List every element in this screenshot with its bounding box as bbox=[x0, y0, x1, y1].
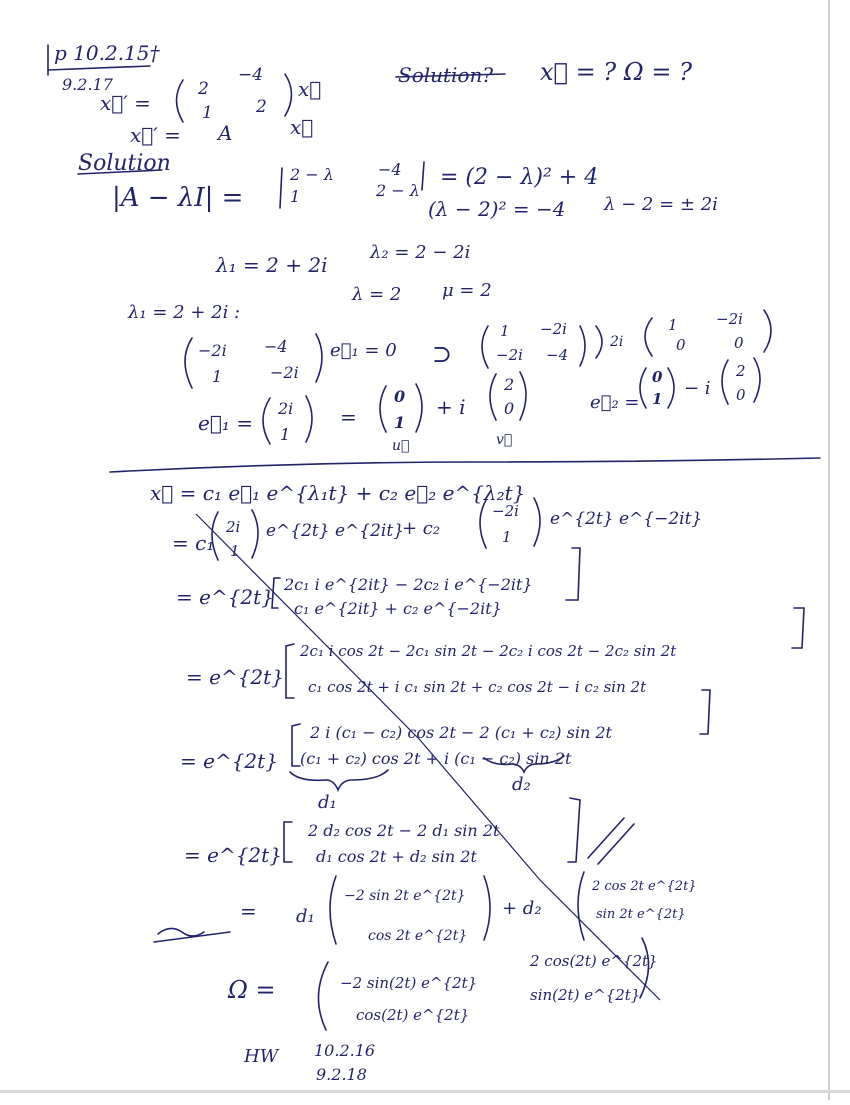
e2b-lparen bbox=[722, 360, 728, 404]
struck-omega-line bbox=[154, 932, 230, 942]
gen-l5-lbracket bbox=[292, 724, 300, 766]
char-eq2: λ − 2 = ± 2i bbox=[604, 194, 718, 215]
gen-l7-d2: + d₂ bbox=[502, 898, 542, 919]
gen-l2-v2-top: −2i bbox=[492, 502, 519, 520]
gen-l4-r1: 2c₁ i cos 2t − 2c₁ sin 2t − 2c₂ i cos 2t − 2c₂ sin 2t bbox=[300, 642, 677, 660]
gen-l5-r2: (c₁ + c₂) cos 2t + i (c₁ − c₂) sin 2t bbox=[300, 749, 572, 768]
gen-l6-r1: 2 d₂ cos 2t − 2 d₁ sin 2t bbox=[308, 821, 500, 840]
omega-r2c1: cos(2t) e^{2t} bbox=[356, 1006, 470, 1024]
gen-line1: x⃗ = c₁ e⃗₁ e^{λ₁t} + c₂ e⃗₂ e^{λ₂t} bbox=[150, 481, 526, 505]
e1-lparen bbox=[263, 398, 270, 444]
u-rparen bbox=[416, 384, 422, 432]
omega-r2c2: sin(2t) e^{2t} bbox=[530, 986, 641, 1004]
aug-m21: −2i bbox=[496, 346, 523, 364]
eigenvector-computation bbox=[185, 310, 771, 454]
det-a11: 2 − λ bbox=[290, 165, 334, 184]
v-rparen bbox=[520, 372, 526, 420]
gen-l2-v2-rparen bbox=[534, 498, 540, 546]
gen-l7-v1-lparen bbox=[330, 876, 336, 944]
eigenvalue-1-again: λ₁ = 2 + 2i : bbox=[128, 302, 241, 323]
gen-l2-e1: e^{2t} e^{2it} bbox=[266, 521, 405, 541]
matrix-left-paren bbox=[177, 80, 184, 122]
red-rparen bbox=[764, 310, 771, 352]
generic-a: A bbox=[218, 121, 233, 145]
det-a12: −4 bbox=[378, 160, 402, 179]
problem-ref-1: p 10.2.15† bbox=[54, 41, 160, 65]
eigenvalues bbox=[127, 242, 492, 323]
gen-l4-pre: = e^{2t} bbox=[186, 665, 284, 689]
red-m22: 0 bbox=[734, 334, 744, 352]
eig-matrix-rparen bbox=[316, 334, 322, 382]
v-bottom: 0 bbox=[504, 399, 515, 418]
hw-problem-1: 10.2.16 bbox=[314, 1041, 376, 1060]
gen-l7-v1-bottom: cos 2t e^{2t} bbox=[368, 928, 468, 944]
gen-l2-e2: e^{2t} e^{−2it} bbox=[550, 509, 703, 529]
e1-rparen bbox=[306, 396, 312, 442]
row-op: 2i bbox=[610, 334, 624, 350]
gen-l2-v1-rparen bbox=[252, 510, 258, 558]
implies-arrow: ⊃ bbox=[432, 340, 453, 368]
e2a-rparen bbox=[668, 368, 674, 408]
gen-l6-lbracket bbox=[284, 822, 292, 862]
gen-l4-r2: c₁ cos 2t + i c₁ sin 2t + c₂ cos 2t − i c₂ sin 2t bbox=[308, 678, 647, 696]
red-lparen bbox=[645, 318, 652, 356]
gen-l7-v2-top: 2 cos 2t e^{2t} bbox=[592, 879, 697, 894]
gen-l5-r1: 2 i (c₁ − c₂) cos 2t − 2 (c₁ + c₂) sin 2t bbox=[310, 723, 612, 742]
hw-problem-2: 9.2.18 bbox=[316, 1065, 367, 1084]
gen-l2-v1-bottom: 1 bbox=[230, 542, 240, 560]
gen-l6-pre: = e^{2t} bbox=[184, 843, 282, 867]
e2-lhs: e⃗₂ = bbox=[590, 392, 640, 413]
page-edge-bottom bbox=[0, 1090, 850, 1093]
gen-l3-r2: c₁ e^{2it} + c₂ e^{−2it} bbox=[294, 599, 502, 618]
gen-l7-pre: = bbox=[240, 899, 257, 923]
matrix-a22: 2 bbox=[256, 97, 267, 117]
ode-system bbox=[100, 65, 321, 147]
page-edge-right bbox=[828, 0, 830, 1100]
gen-l2-c1: = c₁ bbox=[172, 531, 215, 555]
e1-eq: = bbox=[340, 405, 357, 429]
eig-m22: −2i bbox=[270, 363, 299, 382]
u-label: u⃗ bbox=[392, 438, 410, 454]
u-top: 0 bbox=[394, 387, 406, 406]
general-solution bbox=[150, 481, 804, 944]
v-lparen bbox=[490, 374, 496, 420]
e2b-top: 2 bbox=[736, 362, 746, 380]
gen-l5-pre: = e^{2t} bbox=[180, 749, 278, 773]
question-text: x⃗ = ? Ω = ? bbox=[540, 58, 692, 86]
omega-r1c2: 2 cos(2t) e^{2t} bbox=[530, 952, 658, 970]
det-bar-left bbox=[280, 168, 282, 208]
e2a-bottom: 1 bbox=[652, 390, 663, 408]
e2b-rparen bbox=[754, 358, 760, 402]
aug-lparen bbox=[482, 326, 488, 368]
section-divider bbox=[110, 458, 820, 472]
system-lhs: x⃗′ = bbox=[100, 91, 151, 115]
lambda-real: λ = 2 bbox=[352, 284, 402, 305]
plus-i: + i bbox=[436, 395, 466, 419]
minus-i: − i bbox=[684, 378, 711, 399]
eig-matrix-lparen bbox=[185, 338, 192, 388]
problem-ref-2: 9.2.17 bbox=[62, 75, 113, 94]
e1-top: 2i bbox=[278, 399, 294, 418]
matrix-a21: 1 bbox=[202, 103, 213, 123]
u-lparen bbox=[380, 386, 386, 432]
omega-lhs: Ω = bbox=[228, 976, 276, 1004]
gen-l4-lbracket bbox=[286, 644, 294, 698]
u-bottom: 1 bbox=[394, 413, 406, 432]
hw-label: HW bbox=[244, 1046, 279, 1067]
gen-l7-v2-lparen bbox=[578, 872, 584, 940]
det-a22: 2 − λ bbox=[376, 181, 420, 200]
d1-label: d₁ bbox=[318, 792, 337, 813]
d1-brace bbox=[290, 770, 388, 790]
e1-bottom: 1 bbox=[280, 425, 291, 444]
red-m12: −2i bbox=[716, 310, 743, 328]
gen-l2-v2-lparen bbox=[480, 500, 486, 548]
gen-l4-rbracket bbox=[792, 608, 804, 648]
aug-m12: −2i bbox=[540, 320, 567, 338]
eig-times: e⃗₁ = 0 bbox=[330, 340, 397, 361]
generic-lhs: x⃗′ = bbox=[130, 123, 181, 147]
eigenvalue-1: λ₁ = 2 + 2i bbox=[216, 253, 328, 277]
v-label: v⃗ bbox=[496, 432, 513, 448]
det-a21: 1 bbox=[290, 187, 301, 206]
gen-l5-rbracket bbox=[700, 690, 710, 734]
e2b-bottom: 0 bbox=[736, 386, 746, 404]
struck-omega bbox=[158, 928, 204, 936]
matrix-right-paren bbox=[285, 74, 292, 116]
det-bar-right bbox=[422, 162, 424, 190]
v-top: 2 bbox=[504, 375, 515, 394]
eig-m12: −4 bbox=[264, 337, 288, 356]
char-eq1: (λ − 2)² = −4 bbox=[428, 197, 566, 221]
gen-l2-v2-bottom: 1 bbox=[502, 528, 512, 546]
aug-rparen bbox=[580, 326, 585, 366]
red-m11: 1 bbox=[668, 316, 678, 334]
question bbox=[396, 58, 692, 87]
solution-label: Solution bbox=[78, 151, 171, 176]
gen-l6-rbracket bbox=[568, 798, 580, 862]
gen-l7-d1: d₁ bbox=[296, 906, 315, 927]
aug-m22: −4 bbox=[546, 346, 569, 364]
system-rhs: x⃗ bbox=[298, 77, 322, 101]
characteristic-polynomial bbox=[112, 160, 718, 221]
gen-l7-v2-bottom: sin 2t e^{2t} bbox=[596, 907, 686, 922]
gen-l7-v1-rparen bbox=[484, 876, 490, 940]
aug-m11: 1 bbox=[500, 322, 510, 340]
gen-l3-rbracket bbox=[566, 548, 580, 600]
char-result: = (2 − λ)² + 4 bbox=[440, 165, 599, 190]
gen-l6-r2: d₁ cos 2t + d₂ sin 2t bbox=[316, 847, 477, 866]
question-struck: Solution? bbox=[398, 63, 494, 87]
problem-reference bbox=[48, 41, 160, 94]
row-op-mark bbox=[596, 326, 602, 358]
d2-label: d₂ bbox=[512, 774, 531, 795]
ref-underline bbox=[48, 66, 150, 70]
gen-l7-v1-top: −2 sin 2t e^{2t} bbox=[344, 888, 466, 904]
homework bbox=[243, 1041, 375, 1084]
gen-l3-r1: 2c₁ i e^{2it} − 2c₂ i e^{−2it} bbox=[284, 575, 533, 594]
eig-m11: −2i bbox=[198, 341, 227, 360]
matrix-a11: 2 bbox=[198, 79, 209, 99]
e1-lhs: e⃗₁ = bbox=[198, 411, 253, 435]
matrix-a12: −4 bbox=[238, 65, 264, 85]
omega-r1c1: −2 sin(2t) e^{2t} bbox=[340, 974, 478, 992]
e2a-lparen bbox=[640, 368, 646, 408]
e2a-top: 0 bbox=[652, 368, 663, 386]
eig-m21: 1 bbox=[212, 367, 223, 386]
red-m21: 0 bbox=[676, 336, 686, 354]
eigenvalue-2: λ₂ = 2 − 2i bbox=[370, 242, 471, 263]
char-lhs: |A − λI| = bbox=[112, 183, 244, 213]
gen-l3-pre: = e^{2t} bbox=[176, 585, 274, 609]
generic-rhs: x⃗ bbox=[290, 115, 314, 139]
fundamental-matrix bbox=[227, 938, 658, 1030]
mu-imag: μ = 2 bbox=[442, 280, 492, 301]
equivalence-mark bbox=[588, 818, 634, 864]
gen-l2-c2: + c₂ bbox=[402, 518, 441, 539]
omega-lparen bbox=[318, 962, 328, 1030]
gen-l2-v1-top: 2i bbox=[226, 518, 241, 536]
